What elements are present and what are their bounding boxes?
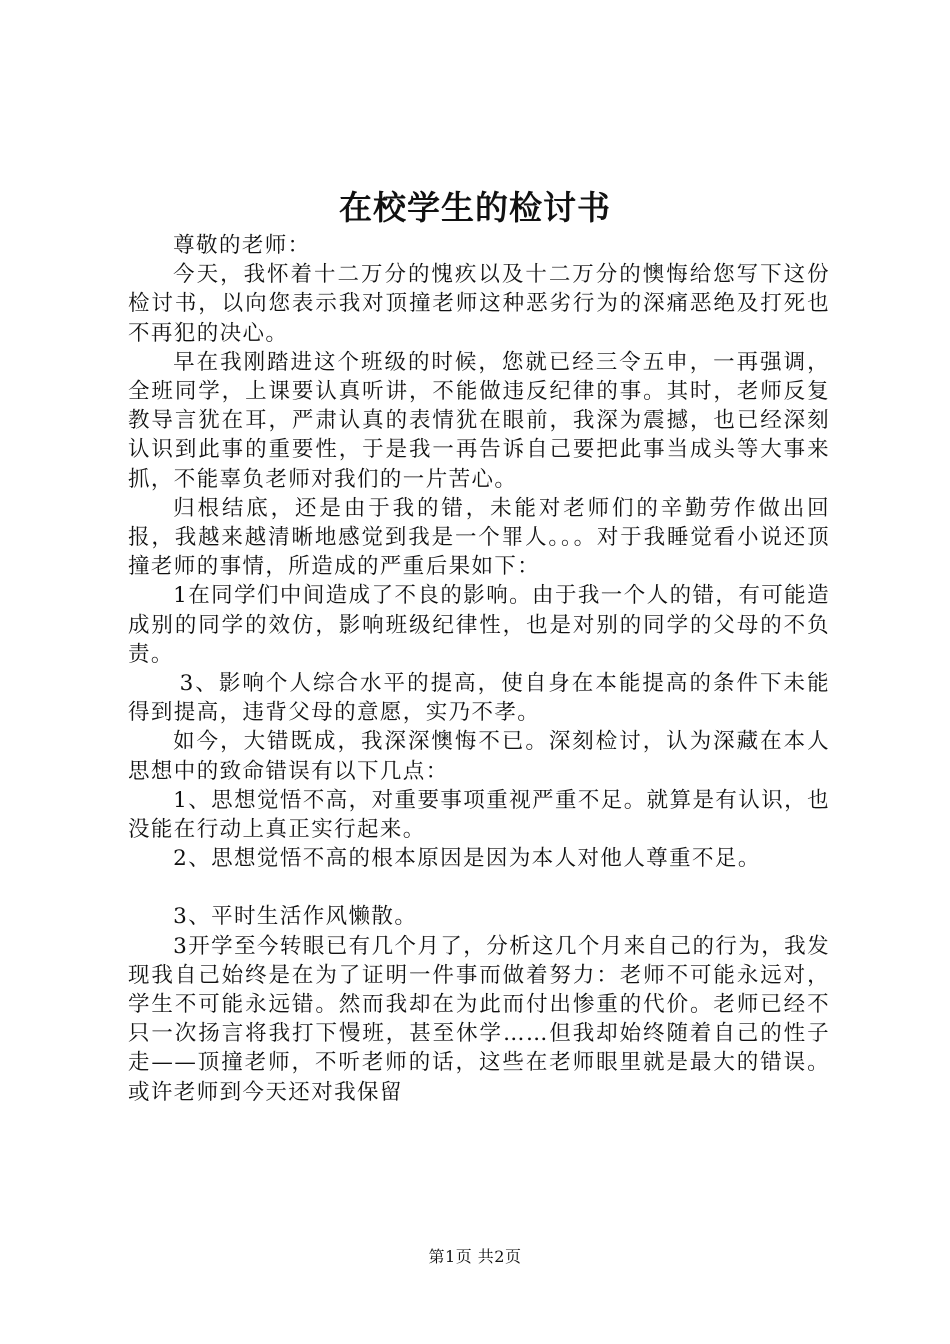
- paragraph: 3、影响个人综合水平的提高，使自身在本能提高的条件下未能得到提高，违背父母的意愿，实乃不孝。: [128, 671, 830, 726]
- salutation: 尊敬的老师：: [173, 233, 311, 258]
- paragraph: 3开学至今转眼已有几个月了，分析这几个月来自己的行为，我发现我自己始终是在为了证明一件事而做着努力：老师不可能永远对，学生不可能永远错。然而我却在为此而付出惨重的代价。老师已经不只一次扬言将我打下慢班，甚至休学……但我却始终随着自己的性子走——顶撞老师，不听老师的话，这些在老师眼里就是最大的错误。或许老师到今天还对我保留: [128, 933, 830, 1105]
- paragraph: 2、思想觉悟不高的根本原因是因为本人对他人尊重不足。: [173, 846, 761, 872]
- paragraph: 如今，大错既成，我深深懊悔不已。深刻检讨，认为深藏在本人思想中的致命错误有以下几点：: [128, 729, 830, 784]
- paragraph: 3、平时生活作风懒散。: [173, 904, 418, 930]
- document-title: 在校学生的检讨书: [339, 188, 611, 227]
- paragraph: 早在我刚踏进这个班级的时候，您就已经三令五申，一再强调，全班同学，上课要认真听讲，不能做违反纪律的事。其时，老师反复教导言犹在耳，严肃认真的表情犹在眼前，我深为震撼，也已经深刻认识到此事的重要性，于是我一再告诉自己要把此事当成头等大事来抓，不能辜负老师对我们的一片苦心。: [128, 349, 830, 492]
- paragraph: 归根结底，还是由于我的错，未能对老师们的辛勤劳作做出回报，我越来越清晰地感觉到我是一个罪人。。。对于我睡觉看小说还顶撞老师的事情，所造成的严重后果如下：: [128, 495, 830, 580]
- paragraph: 今天，我怀着十二万分的愧疚以及十二万分的懊悔给您写下这份检讨书，以向您表示我对顶撞老师这种恶劣行为的深痛恶绝及打死也不再犯的决心。: [128, 262, 830, 346]
- page-number-footer: 第1页 共2页: [428, 1247, 522, 1266]
- paragraph: 1、思想觉悟不高，对重要事项重视严重不足。就算是有认识，也没能在行动上真正实行起来。: [128, 787, 830, 843]
- document-body: [128, 231, 830, 1107]
- paragraph: 1在同学们中间造成了不良的影响。由于我一个人的错，有可能造成别的同学的效仿，影响班级纪律性，也是对别的同学的父母的不负责。: [128, 583, 830, 667]
